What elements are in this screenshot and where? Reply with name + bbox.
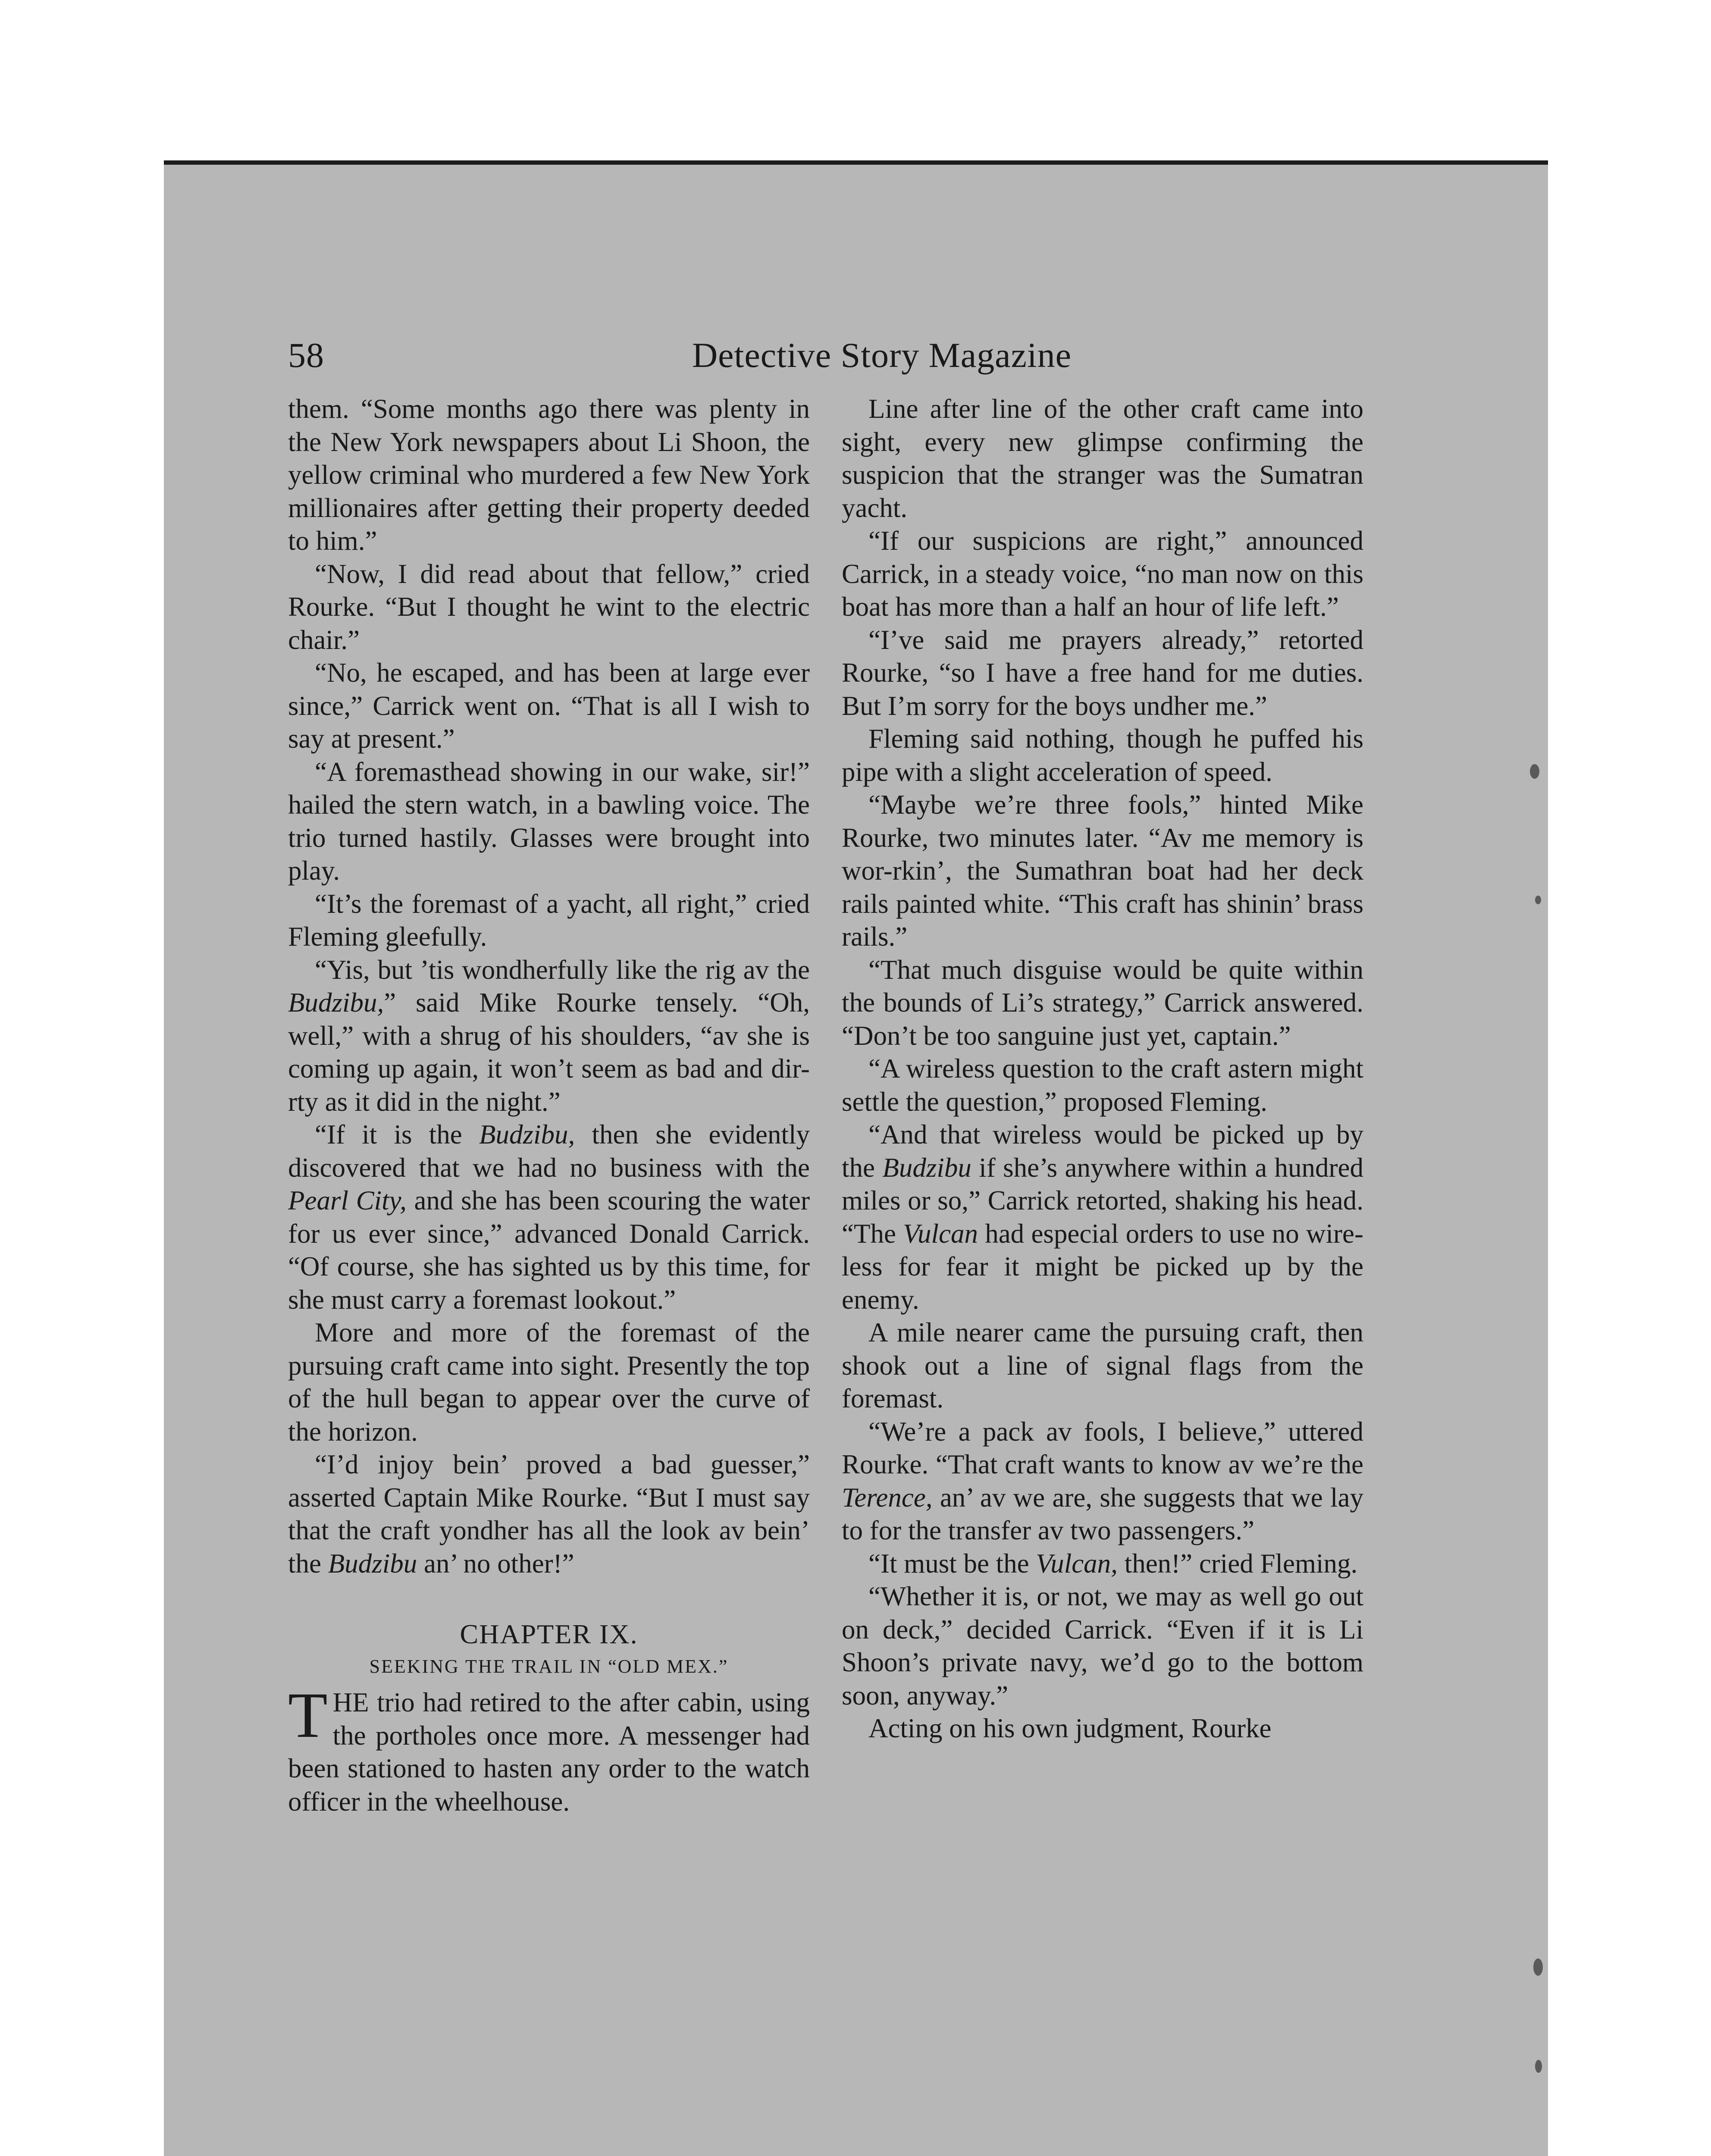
ship-name: Terence, [842,1482,933,1513]
text-run: then!” cried Fleming. [1117,1548,1358,1579]
text-run: “We’re a pack av fools, I believe,” uttered Rourke. “That craft wants to know av we’re the [842,1416,1363,1479]
text-run: ” said Mike Rourke tensely. “Oh, well,” with a shrug of his shoulders, “av she is coming up again, it won’t seem as bad and dir-rty as it did in the night.” [288,987,810,1117]
paragraph [288,953,810,1119]
paper-speck [1533,1959,1543,1976]
text-run: HE trio had retired to the after cabin, using the portholes once more. A messenger had been stationed to hasten any order to the watch officer in the wheelhouse. [288,1687,810,1817]
ship-name: Budzibu, [479,1119,575,1150]
ship-name: Budzibu, [288,987,384,1018]
paragraph: “Maybe we’re three fools,” hinted Mike Rourke, two minutes later. “Av me memory is wor-rkin’, the Sumathran boat had her deck rails painted white. “This craft has shinin’ brass rails.” [842,790,1363,952]
paragraph: “No, he escaped, and has been at large ever since,” Carrick went on. “That is all I wish to say at present.” [288,658,810,754]
text-run: an’ no other!” [417,1548,574,1579]
text-run: and she has been scouring the water for us ever since,” advanced Donald Carrick. “Of course, she has sighted us by this time, for she must carry a foremast lookout.” [288,1185,810,1315]
page-number: 58 [288,335,324,375]
opening-paragraph [288,1680,810,1818]
paragraph [842,1415,1363,1547]
right-column [842,392,1363,1745]
paper-speck [1535,2060,1542,2073]
paragraph: More and more of the foremast of the pursuing craft came into sight. Presently the top of the hull began to appear over the curve of the horizon. [288,1317,810,1447]
paragraph: Acting on his own judgment, Rourke [868,1713,1272,1743]
magazine-page [164,160,1548,2156]
ship-name: Vulcan [903,1218,978,1249]
drop-cap: T [288,1680,328,1751]
chapter-heading: CHAPTER IX. [460,1619,638,1649]
ship-name: Budzibu [328,1548,417,1579]
text-run: “It must be the [868,1548,1036,1579]
paragraph: them. “Some months ago there was plenty in the New York newspapers about Li Shoon, the yellow criminal who murdered a few New York millionaires after getting their property deeded to him.” [288,394,810,556]
paper-speck [1535,896,1541,904]
text-run: “If it is the [315,1119,479,1150]
paragraph: “Whether it is, or not, we may as well go out on deck,” decided Carrick. “Even if it is Li Shoon’s private navy, we’d go to the bottom soon, anyway.” [842,1581,1363,1711]
paragraph: “Now, I did read about that fellow,” cried Rourke. “But I thought he wint to the electric chair.” [288,558,810,655]
paper-speck [1530,764,1539,779]
paragraph: A mile nearer came the pursuing craft, then shook out a line of signal flags from the foremast. [842,1317,1363,1413]
running-title: Detective Story Magazine [692,335,1072,375]
text-run: then she evidently discovered that we had no business with the [288,1119,810,1183]
paragraph [288,1118,810,1316]
paragraph: “It’s the foremast of a yacht, all right,” cried Fleming gleefully. [288,888,810,952]
paragraph: Line after line of the other craft came into sight, every new glimpse confirming the suspicion that the stranger was the Sumatran yacht. [842,394,1363,523]
text-run: an’ av we are, she suggests that we lay to for the transfer av two passengers.” [842,1482,1363,1545]
ship-name: Pearl City, [288,1185,407,1216]
text-run: if she’s anywhere within a hundred miles or so,” Carrick retorted, shaking his head. “The [842,1152,1363,1249]
paragraph [842,1118,1363,1316]
paragraph: “A wireless question to the craft astern might settle the question,” proposed Fleming. [842,1053,1363,1117]
text-run: “Yis, but ’tis wondherfully like the rig av the [315,954,810,985]
ship-name: Vulcan, [1036,1548,1118,1579]
text-run: had especial orders to use no wireless for fear it might be picked up by the enemy. [842,1218,1363,1315]
paragraph: “That much disguise would be quite within the bounds of Li’s strategy,” Carrick answered. “Don’t be too sanguine just yet, captain.” [842,954,1363,1051]
ship-name: Budzibu [882,1152,971,1183]
paragraph: “If our suspicions are right,” announced Carrick, in a steady voice, “no man now on this boat has more than a half an hour of life left.” [842,526,1363,622]
paragraph: Fleming said nothing, though he puffed his pipe with a slight acceleration of speed. [842,724,1363,787]
running-header [164,334,1548,390]
text-run: “And that wireless would be picked up by the [842,1119,1363,1183]
text-run: “I’d injoy bein’ proved a bad guesser,” asserted Captain Mike Rourke. “But I must say that the craft yondher has all the look av bein’ the [288,1449,810,1579]
paragraph: “A foremasthead showing in our wake, sir!” hailed the stern watch, in a bawling voice. The trio turned hastily. Glasses were brought into play. [288,756,810,886]
left-column [288,392,810,1818]
paragraph: “I’ve said me prayers already,” retorted Rourke, “so I have a free hand for me duties. But I’m sorry for the boys undher me.” [842,624,1363,721]
chapter-subtitle: SEEKING THE TRAIL IN “OLD MEX.” [369,1656,729,1677]
paragraph [842,1547,1363,1580]
paragraph [288,1448,810,1580]
